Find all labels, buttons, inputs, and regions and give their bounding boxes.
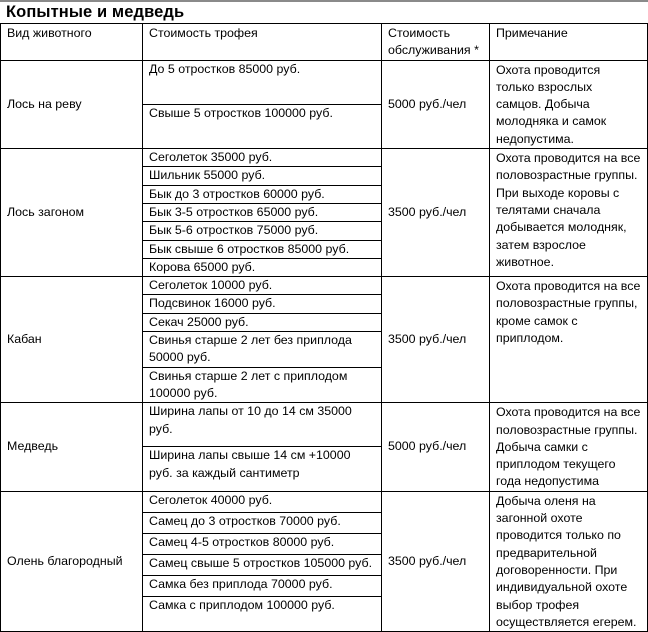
- animal-cell: Кабан: [1, 277, 143, 403]
- trophy-cell: Подсвинок 16000 руб.: [143, 295, 382, 313]
- trophy-cell: Бык свыше 6 отростков 85000 руб.: [143, 240, 382, 258]
- trophy-cell: Свинья старше 2 лет с приплодом 100000 руб.: [143, 367, 382, 403]
- trophy-cell: Бык 3-5 отростков 65000 руб.: [143, 203, 382, 221]
- trophy-cell: Самец до 3 отростков 70000 руб.: [143, 512, 382, 533]
- trophy-cell: Ширина лапы от 10 до 14 см 35000 руб.: [143, 403, 382, 447]
- note-cell: Охота проводится на все половозрастные группы, кроме самок с приплодом.: [490, 277, 648, 403]
- service-cell: 5000 руб./чел: [382, 403, 490, 491]
- service-cell: 3500 руб./чел: [382, 491, 490, 631]
- note-cell: Охота проводится только взрослых самцов. Добыча молодняка и самок недопустима.: [490, 60, 648, 148]
- trophy-cell: Секач 25000 руб.: [143, 313, 382, 331]
- trophy-cell: Сеголеток 35000 руб.: [143, 149, 382, 167]
- animal-cell: Медведь: [1, 403, 143, 491]
- price-table: [0, 23, 648, 632]
- trophy-cell: Сеголеток 40000 руб.: [143, 491, 382, 512]
- table-row: [1, 277, 648, 295]
- trophy-cell: Сеголеток 10000 руб.: [143, 277, 382, 295]
- trophy-cell: Ширина лапы свыше 14 см +10000 руб. за каждый сантиметр: [143, 447, 382, 491]
- animal-cell: Лось загоном: [1, 149, 143, 277]
- top-border: [0, 0, 648, 2]
- trophy-cell: Бык до 3 отростков 60000 руб.: [143, 185, 382, 203]
- section-title: Копытные и медведь: [6, 3, 185, 21]
- table-row: [1, 149, 648, 167]
- note-cell: Добыча оленя на загонной охоте проводится только по предварительной договоренности. При индивидуальной охоте выбор трофея осуществляется егерем.: [490, 491, 648, 631]
- trophy-cell: До 5 отростков 85000 руб.: [143, 60, 382, 104]
- service-cell: 5000 руб./чел: [382, 60, 490, 148]
- trophy-cell: Корова 65000 руб.: [143, 258, 382, 276]
- trophy-cell: Самка без приплода 70000 руб.: [143, 575, 382, 596]
- trophy-cell: Бык 5-6 отростков 75000 руб.: [143, 222, 382, 240]
- trophy-cell: Шильник 55000 руб.: [143, 167, 382, 185]
- note-cell: Охота проводится на все половозрастные группы. При выходе коровы с телятами сначала добывается молодняк, затем взрослое животное.: [490, 149, 648, 277]
- table-row: [1, 403, 648, 447]
- header-note: Примечание: [490, 24, 648, 61]
- service-cell: 3500 руб./чел: [382, 277, 490, 403]
- trophy-cell: Свинья старше 2 лет без приплода 50000 руб.: [143, 332, 382, 368]
- header-service: Стоимость обслуживания *: [382, 24, 490, 61]
- animal-cell: Олень благородный: [1, 491, 143, 631]
- table-row: [1, 60, 648, 104]
- animal-cell: Лось на реву: [1, 60, 143, 148]
- header-row: [1, 24, 648, 61]
- trophy-cell: Самец свыше 5 отростков 105000 руб.: [143, 554, 382, 575]
- header-trophy: Стоимость трофея: [143, 24, 382, 61]
- note-cell: Охота проводится на все половозрастные группы. Добыча самки с приплодом текущего года недопустима: [490, 403, 648, 491]
- service-cell: 3500 руб./чел: [382, 149, 490, 277]
- trophy-cell: Свыше 5 отростков 100000 руб.: [143, 104, 382, 148]
- header-animal: Вид животного: [1, 24, 143, 61]
- table-row: [1, 491, 648, 512]
- trophy-cell: Самка с приплодом 100000 руб.: [143, 597, 382, 632]
- trophy-cell: Самец 4-5 отростков 80000 руб.: [143, 533, 382, 554]
